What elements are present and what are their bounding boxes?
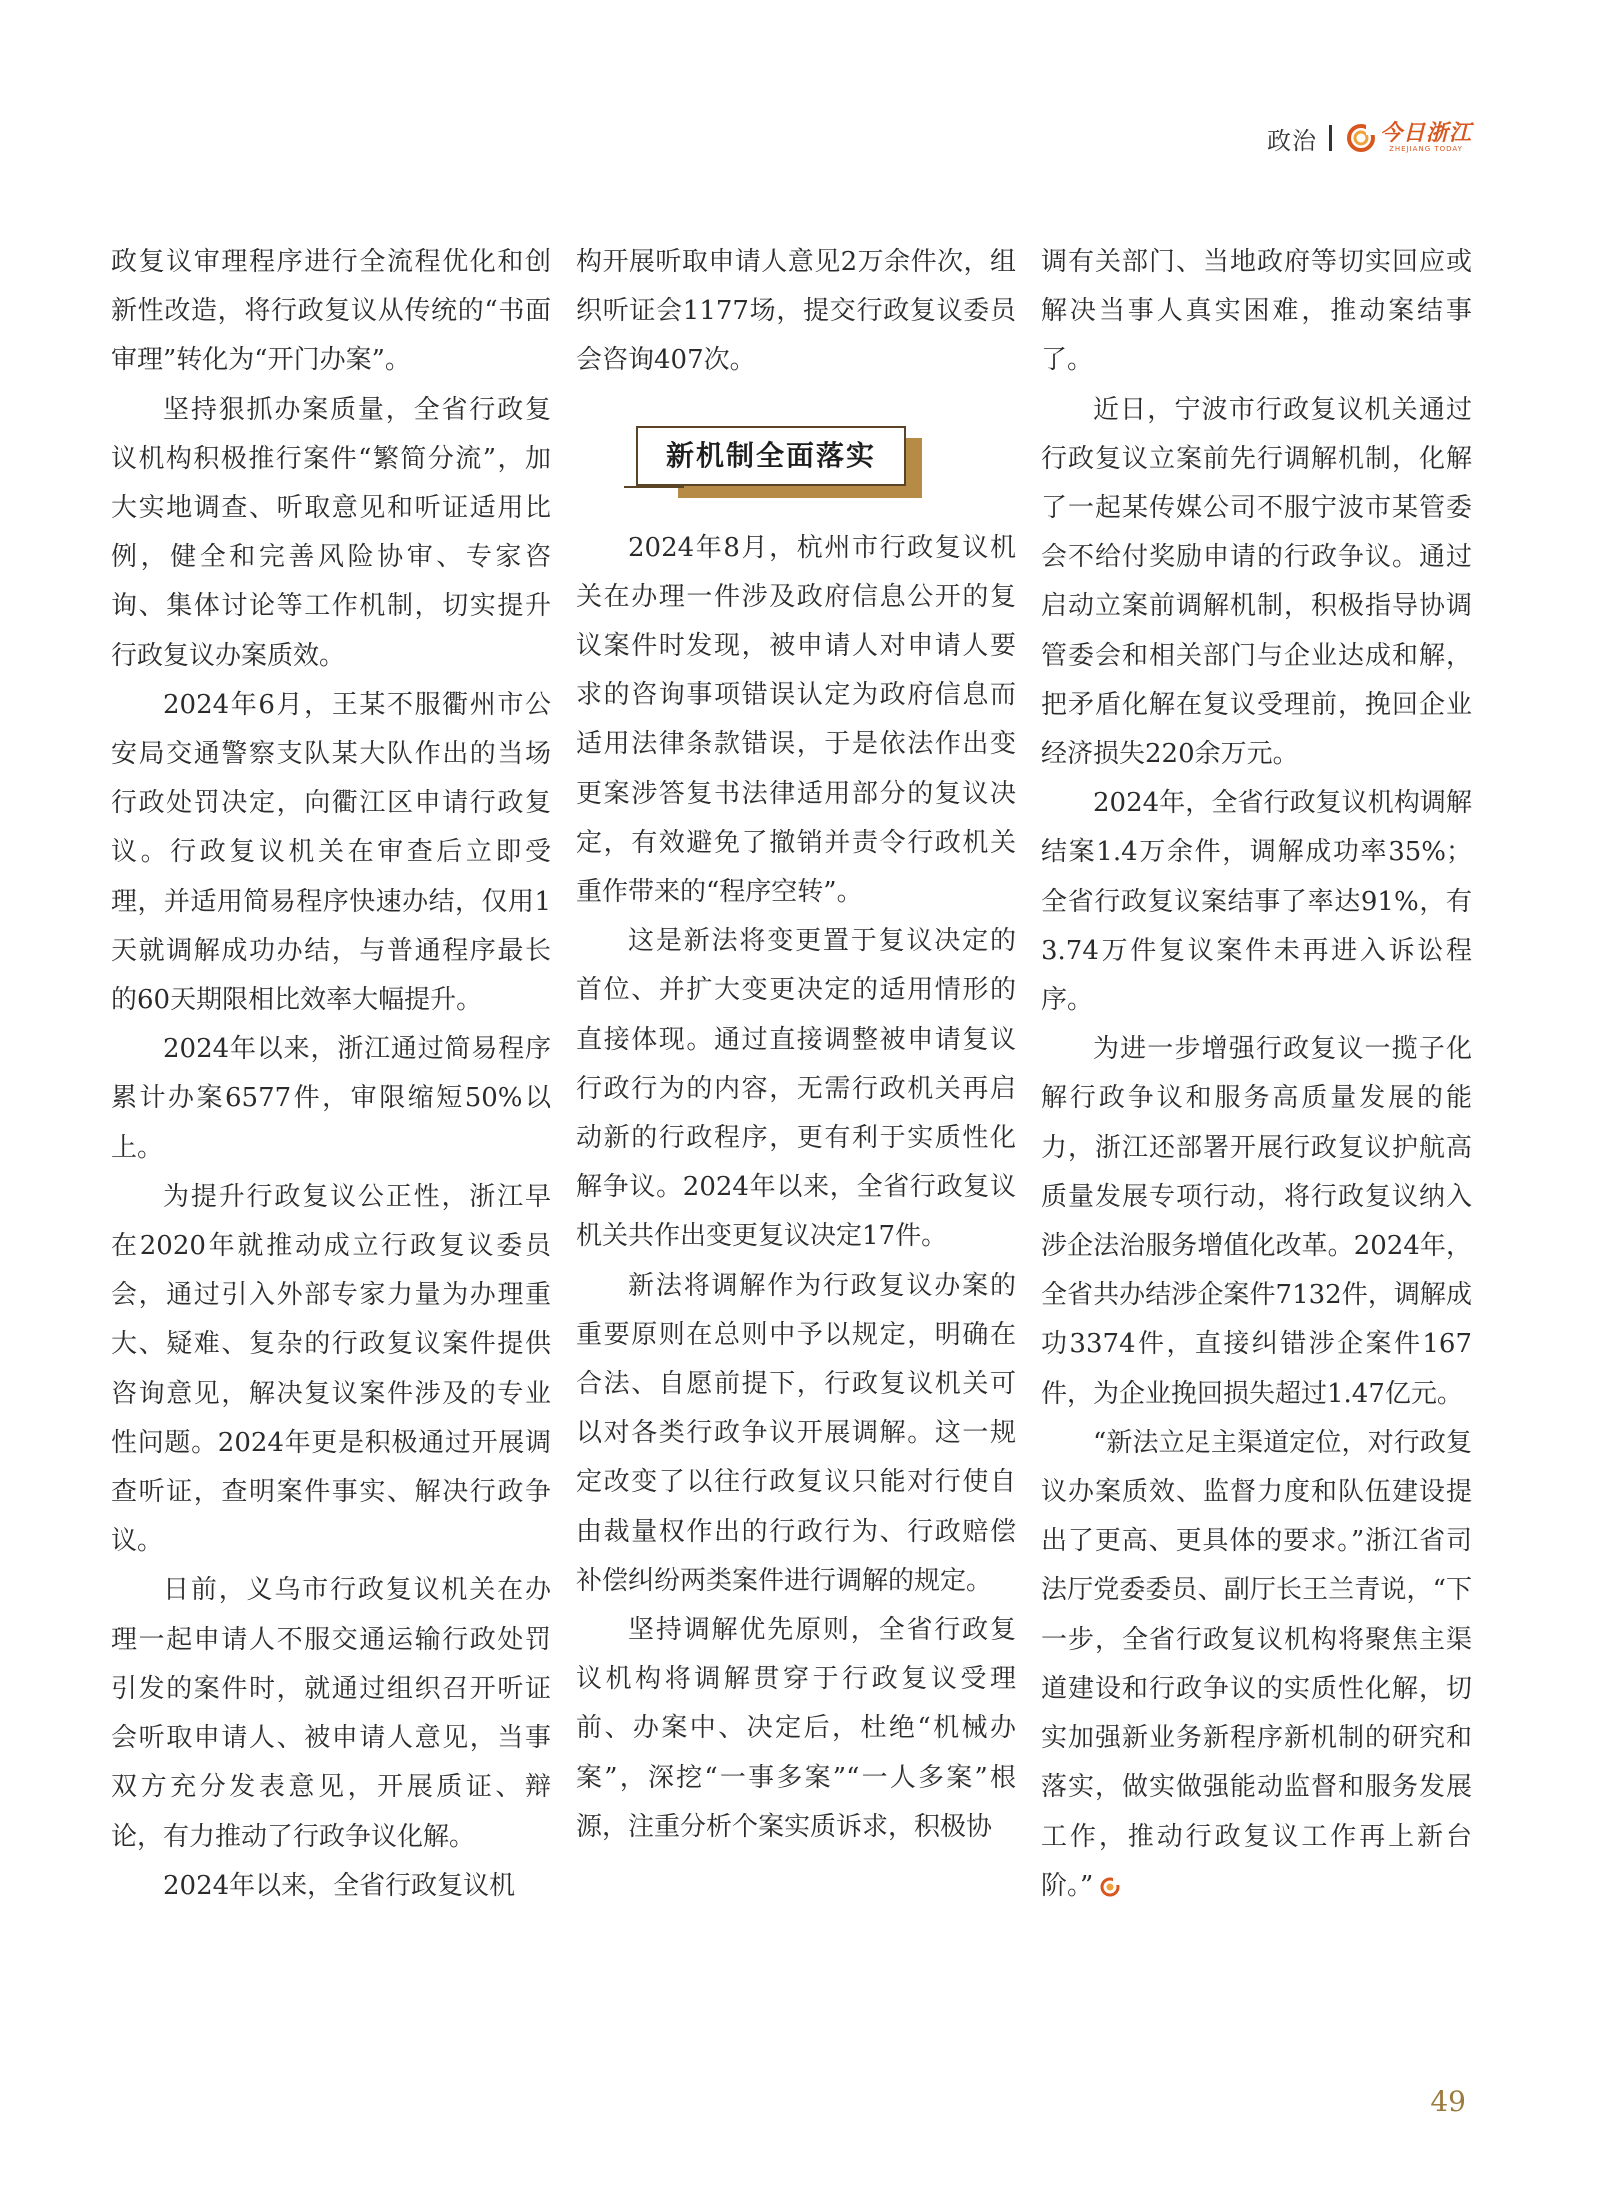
paragraph: 日前，义乌市行政复议机关在办理一起申请人不服交通运输行政处罚引发的案件时，就通过组织召开听证会听取申请人、被申请人意见，当事双方充分发表意见，开展质证、辩论，有力推动了行政争议化解。 [111, 1575, 551, 1852]
subheading-rule [624, 486, 684, 488]
page-number: 49 [1430, 2085, 1466, 2118]
paragraph: 政复议审理程序进行全流程优化和创新性改造，将行政复议从传统的“书面审理”转化为“开门办案”。 [111, 247, 551, 376]
end-mark-icon [1099, 1876, 1121, 1898]
paragraph-text: “新法立足主渠道定位，对行政复议办案质效、监督力度和队伍建设提出了更高、更具体的要求。”浙江省司法厅党委委员、副厅长王兰青说，“下一步，全省行政复议机构将聚焦主渠道建设和行政争议的实质性化解，切实加强新业务新程序新机制的研究和落实，做实做强能动监督和服务发展工作，推动行政复议工作再上新台阶。” [1041, 1427, 1472, 1901]
paragraph: 2024年以来，浙江通过简易程序累计办案6577件，审限缩短50%以上。 [111, 1034, 551, 1163]
logo-english: ZHEJIANG TODAY [1389, 145, 1463, 153]
header-divider [1329, 125, 1332, 151]
logo-swirl-icon [1346, 123, 1376, 153]
column-2 [576, 238, 1016, 1852]
section-label: 政治 [1266, 126, 1317, 155]
paragraph: 构开展听取申请人意见2万余件次，组织听证会1177场，提交行政复议委员会咨询407次。 [576, 247, 1016, 376]
paragraph: 近日，宁波市行政复议机关通过行政复议立案前先行调解机制，化解了一起某传媒公司不服宁波市某管委会不给付奖励申请的行政争议。通过启动立案前调解机制，积极指导协调管委会和相关部门与企业达成和解，把矛盾化解在复议受理前，挽回企业经济损失220余万元。 [1041, 394, 1472, 770]
paragraph: 这是新法将变更置于复议决定的首位、并扩大变更决定的适用情形的直接体现。通过直接调整被申请复议行政行为的内容，无需行政机关再启动新的行政程序，更有利于实质性化解争议。2024年以来，全省行政复议机关共作出变更复议决定17件。 [576, 926, 1016, 1252]
paragraph: 坚持调解优先原则，全省行政复议机构将调解贯穿于行政复议受理前、办案中、决定后，杜绝“机械办案”，深挖“一事多案”“一人多案”根源，注重分析个案实质诉求，积极协 [576, 1615, 1016, 1842]
paragraph: 调有关部门、当地政府等切实回应或解决当事人真实困难，推动案结事了。 [1041, 247, 1472, 376]
magazine-logo [1346, 122, 1472, 154]
paragraph: 2024年8月，杭州市行政复议机关在办理一件涉及政府信息公开的复议案件时发现，被申请人对申请人要求的咨询事项错误认定为政府信息而适用法律条款错误，于是依法作出变更案涉答复书法律适用部分的复议决定，有效避免了撤销并责令行政机关重作带来的“程序空转”。 [576, 532, 1016, 908]
column-3 [1041, 238, 1472, 1911]
logo-text: 今日浙江 [1379, 120, 1472, 146]
page-header [1267, 118, 1472, 158]
subheading-block [576, 426, 1016, 524]
paragraph: 为提升行政复议公正性，浙江早在2020年就推动成立行政复议委员会，通过引入外部专家力量为办理重大、疑难、复杂的行政复议案件提供咨询意见，解决复议案件涉及的专业性问题。2024年更是积极通过开展调查听证，查明案件事实、解决行政争议。 [111, 1181, 551, 1557]
paragraph: 为进一步增强行政复议一揽子化解行政争议和服务高质量发展的能力，浙江还部署开展行政复议护航高质量发展专项行动，将行政复议纳入涉企法治服务增值化改革。2024年，全省共办结涉企案件7132件，调解成功3374件，直接纠错涉企案件167件，为企业挽回损失超过1.47亿元。 [1041, 1034, 1472, 1409]
column-1 [111, 238, 551, 1911]
paragraph: 坚持狠抓办案质量，全省行政复议机构积极推行案件“繁简分流”，加大实地调查、听取意见和听证适用比例，健全和完善风险协审、专家咨询、集体讨论等工作机制，切实提升行政复议办案质效。 [111, 394, 551, 671]
paragraph: 2024年6月，王某不服衢州市公安局交通警察支队某大队作出的当场行政处罚决定，向衢江区申请行政复议。行政复议机关在审查后立即受理，并适用简易程序快速办结，仅用1天就调解成功办结，与普通程序最长的60天期限相比效率大幅提升。 [111, 689, 551, 1016]
paragraph: 2024年，全省行政复议机构调解结案1.4万余件，调解成功率35%；全省行政复议案结事了率达91%，有3.74万件复议案件未再进入诉讼程序。 [1041, 788, 1472, 1016]
paragraph: 新法将调解作为行政复议办案的重要原则在总则中予以规定，明确在合法、自愿前提下，行政复议机关可以对各类行政争议开展调解。这一规定改变了以往行政复议只能对行使自由裁量权作出的行政行为、行政赔偿补偿纠纷两类案件进行调解的规定。 [576, 1270, 1016, 1596]
subheading-title: 新机制全面落实 [636, 426, 906, 486]
paragraph: 2024年以来，全省行政复议机 [163, 1870, 516, 1901]
paragraph-final [1041, 1419, 1472, 1911]
